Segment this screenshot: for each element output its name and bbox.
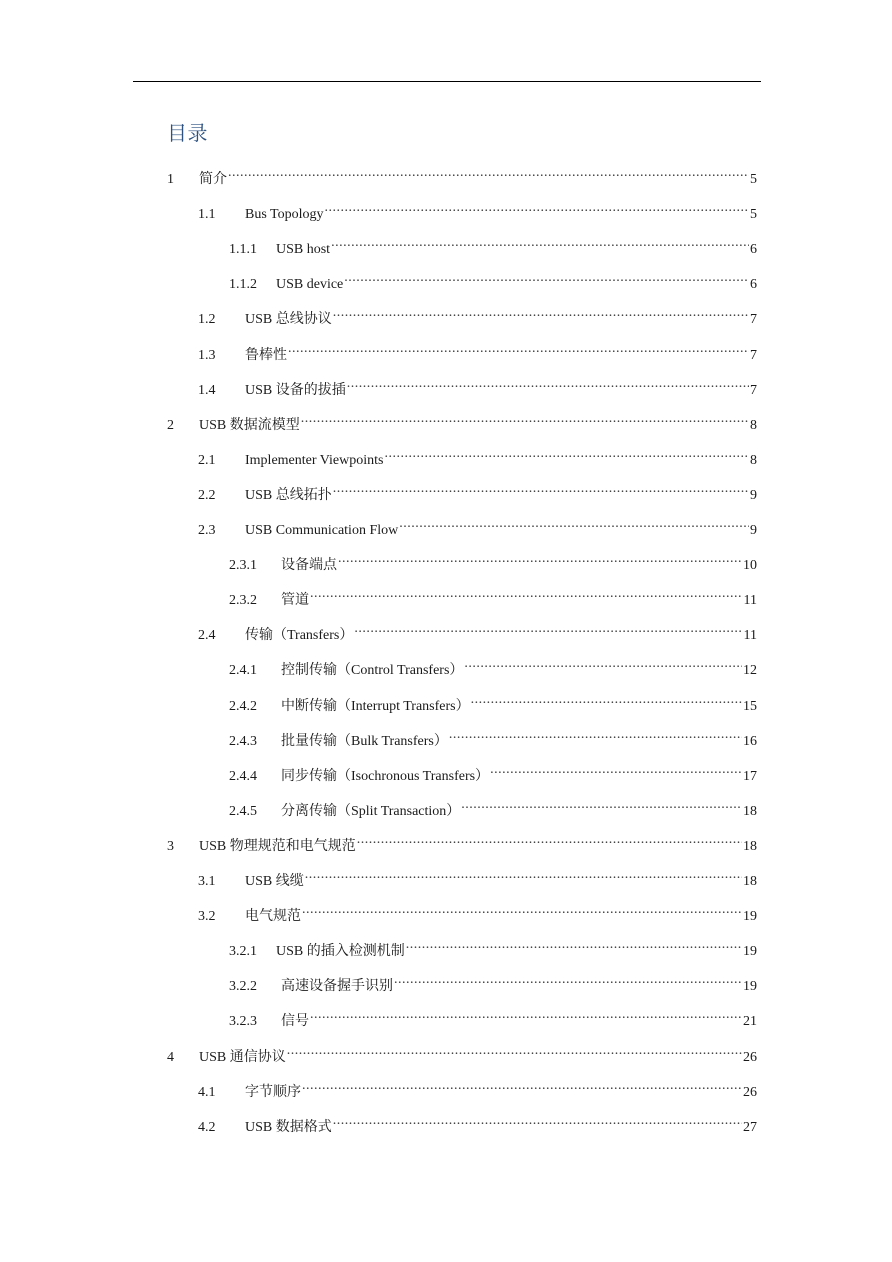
toc-entry-title[interactable]: Implementer Viewpoints (245, 453, 384, 468)
toc-entry-number: 1.1.1 (229, 242, 257, 257)
toc-entry-number: 2.3 (198, 523, 216, 538)
toc-entry[interactable] (167, 830, 757, 854)
toc-entry-page: 5 (750, 172, 757, 187)
toc-dot-leader (325, 198, 750, 218)
toc-dot-leader (287, 1041, 742, 1061)
toc-entry-title[interactable]: USB 线缆 (245, 874, 304, 889)
toc-entry-title[interactable]: USB 设备的拔插 (245, 383, 346, 398)
toc-entry-title[interactable]: 分离传输（Split Transaction） (281, 804, 461, 819)
toc-entry-title[interactable]: USB 数据流模型 (199, 418, 300, 433)
toc-entry[interactable] (229, 935, 757, 959)
toc-entry-page: 11 (743, 593, 757, 608)
toc-entry-title[interactable]: 鲁棒性 (245, 348, 287, 363)
toc-entry-page: 6 (750, 242, 757, 257)
toc-entry-page: 7 (750, 348, 757, 363)
toc-entry-number: 1.2 (198, 312, 216, 327)
toc-entry-page: 21 (743, 1014, 757, 1029)
toc-dot-leader (399, 514, 749, 534)
toc-entry[interactable] (229, 970, 757, 994)
toc-entry-number: 2.2 (198, 488, 216, 503)
toc-entry[interactable] (229, 760, 757, 784)
toc-entry-page: 9 (750, 523, 757, 538)
toc-entry-page: 16 (743, 734, 757, 749)
toc-entry-title[interactable]: 高速设备握手识别 (281, 979, 393, 994)
toc-entry-page: 5 (750, 207, 757, 222)
toc-dot-leader (394, 970, 742, 990)
toc-title: 目录 (167, 121, 208, 145)
toc-entry-number: 2.3.1 (229, 558, 257, 573)
toc-dot-leader (347, 374, 749, 394)
toc-dot-leader (302, 1076, 742, 1096)
toc-entry[interactable] (198, 374, 757, 398)
toc-entry-title[interactable]: 批量传输（Bulk Transfers） (281, 734, 448, 749)
toc-entry-title[interactable]: USB Communication Flow (245, 523, 399, 538)
toc-entry-page: 17 (743, 769, 757, 784)
toc-entry[interactable] (229, 725, 757, 749)
toc-entry[interactable] (198, 339, 757, 363)
toc-entry-page: 7 (750, 312, 757, 327)
toc-entry-page: 27 (743, 1120, 757, 1135)
toc-dot-leader (310, 584, 743, 604)
toc-entry-title[interactable]: 控制传输（Control Transfers） (281, 663, 464, 678)
toc-entry-number: 4 (167, 1050, 174, 1065)
toc-entry-page: 15 (743, 699, 757, 714)
toc-dot-leader (302, 900, 742, 920)
toc-entry-number: 4.1 (198, 1085, 216, 1100)
toc-entry-page: 6 (750, 277, 757, 292)
toc-entry[interactable] (167, 163, 757, 187)
toc-entry-title[interactable]: 简介 (199, 172, 227, 187)
toc-entry-page: 11 (743, 628, 757, 643)
toc-entry[interactable] (167, 1041, 757, 1065)
toc-dot-leader (471, 690, 742, 710)
toc-entry-page: 26 (743, 1050, 757, 1065)
toc-entry-title[interactable]: 传输（Transfers） (245, 628, 354, 643)
toc-entry[interactable] (229, 268, 757, 292)
toc-entry[interactable] (198, 1111, 757, 1135)
toc-dot-leader (449, 725, 742, 745)
toc-entry-number: 2.3.2 (229, 593, 257, 608)
toc-entry-page: 19 (743, 944, 757, 959)
toc-entry[interactable] (229, 690, 757, 714)
toc-entry-page: 19 (743, 909, 757, 924)
toc-entry[interactable] (198, 514, 757, 538)
toc-entry-number: 2.4 (198, 628, 216, 643)
toc-entry-title[interactable]: 设备端点 (281, 558, 337, 573)
toc-entry-number: 3.2.1 (229, 944, 257, 959)
toc-entry-title[interactable]: USB 的插入检测机制 (276, 944, 405, 959)
toc-dot-leader (490, 760, 742, 780)
toc-dot-leader (357, 830, 742, 850)
toc-dot-leader (228, 163, 749, 183)
toc-entry[interactable] (198, 444, 757, 468)
toc-dot-leader (331, 233, 749, 253)
toc-entry-title[interactable]: 中断传输（Interrupt Transfers） (281, 699, 470, 714)
toc-entry-title[interactable]: 管道 (281, 593, 309, 608)
toc-entry-number: 2.4.3 (229, 734, 257, 749)
toc-entry-page: 19 (743, 979, 757, 994)
header-rule (133, 81, 761, 82)
toc-entry-number: 3.1 (198, 874, 216, 889)
toc-entry-number: 1.1.2 (229, 277, 257, 292)
toc-entry-number: 1.4 (198, 383, 216, 398)
toc-entry-title[interactable]: USB 总线协议 (245, 312, 332, 327)
toc-dot-leader (333, 479, 749, 499)
toc-entry-title[interactable]: USB host (276, 242, 331, 257)
toc-entry-page: 10 (743, 558, 757, 573)
toc-entry-page: 7 (750, 383, 757, 398)
toc-dot-leader (310, 1005, 742, 1025)
toc-dot-leader (384, 444, 749, 464)
toc-entry-title[interactable]: 字节顺序 (245, 1085, 301, 1100)
toc-entry-number: 1.3 (198, 348, 216, 363)
toc-entry-title[interactable]: 信号 (281, 1014, 309, 1029)
toc-dot-leader (338, 549, 742, 569)
toc-entry-title[interactable]: USB device (276, 277, 344, 292)
toc-entry-number: 2.1 (198, 453, 216, 468)
toc-entry-number: 3.2 (198, 909, 216, 924)
toc-entry[interactable] (229, 654, 757, 678)
toc-entry-number: 2.4.2 (229, 699, 257, 714)
toc-dot-leader (288, 339, 749, 359)
toc-dot-leader (301, 409, 749, 429)
toc-dot-leader (305, 865, 742, 885)
toc-entry[interactable] (198, 198, 757, 222)
toc-dot-leader (461, 795, 742, 815)
toc-entry-number: 3.2.3 (229, 1014, 257, 1029)
toc-dot-leader (464, 654, 742, 674)
toc-entry[interactable] (229, 549, 757, 573)
toc-entry-number: 3.2.2 (229, 979, 257, 994)
toc-entry-title[interactable]: USB 总线拓扑 (245, 488, 332, 503)
toc-entry[interactable] (229, 584, 757, 608)
toc-entry-number: 1 (167, 172, 174, 187)
toc-entry[interactable] (198, 900, 757, 924)
toc-entry-title[interactable]: 电气规范 (245, 909, 301, 924)
toc-entry-number: 2 (167, 418, 174, 433)
toc-entry-page: 12 (743, 663, 757, 678)
toc-entry[interactable] (198, 865, 757, 889)
toc-entry-title[interactable]: USB 通信协议 (199, 1050, 286, 1065)
toc-dot-leader (333, 1111, 742, 1131)
toc-entry-number: 2.4.5 (229, 804, 257, 819)
toc-entry-title[interactable]: USB 物理规范和电气规范 (199, 839, 356, 854)
toc-dot-leader (406, 935, 742, 955)
toc-entry-page: 8 (750, 453, 757, 468)
toc-entry-page: 8 (750, 418, 757, 433)
toc-entry-title[interactable]: Bus Topology (245, 207, 324, 222)
toc-entry-page: 18 (743, 839, 757, 854)
toc-entry-number: 2.4.4 (229, 769, 257, 784)
toc-entry[interactable] (167, 409, 757, 433)
toc-entry[interactable] (198, 479, 757, 503)
toc-dot-leader (333, 303, 749, 323)
toc-entry[interactable] (198, 1076, 757, 1100)
toc-entry-page: 18 (743, 874, 757, 889)
toc-entry[interactable] (198, 303, 757, 327)
toc-dot-leader (354, 619, 742, 639)
toc-entry-number: 4.2 (198, 1120, 216, 1135)
toc-entry[interactable] (229, 795, 757, 819)
toc-dot-leader (344, 268, 749, 288)
toc-entry[interactable] (229, 1005, 757, 1029)
toc-entry-number: 3 (167, 839, 174, 854)
toc-entry[interactable] (229, 233, 757, 257)
toc-entry-page: 9 (750, 488, 757, 503)
toc-entry-number: 1.1 (198, 207, 216, 222)
toc-entry-page: 18 (743, 804, 757, 819)
toc-entry-number: 2.4.1 (229, 663, 257, 678)
toc-entry-page: 26 (743, 1085, 757, 1100)
toc-entry-title[interactable]: 同步传输（Isochronous Transfers） (281, 769, 490, 784)
toc-entry-title[interactable]: USB 数据格式 (245, 1120, 332, 1135)
toc-entry[interactable] (198, 619, 757, 643)
